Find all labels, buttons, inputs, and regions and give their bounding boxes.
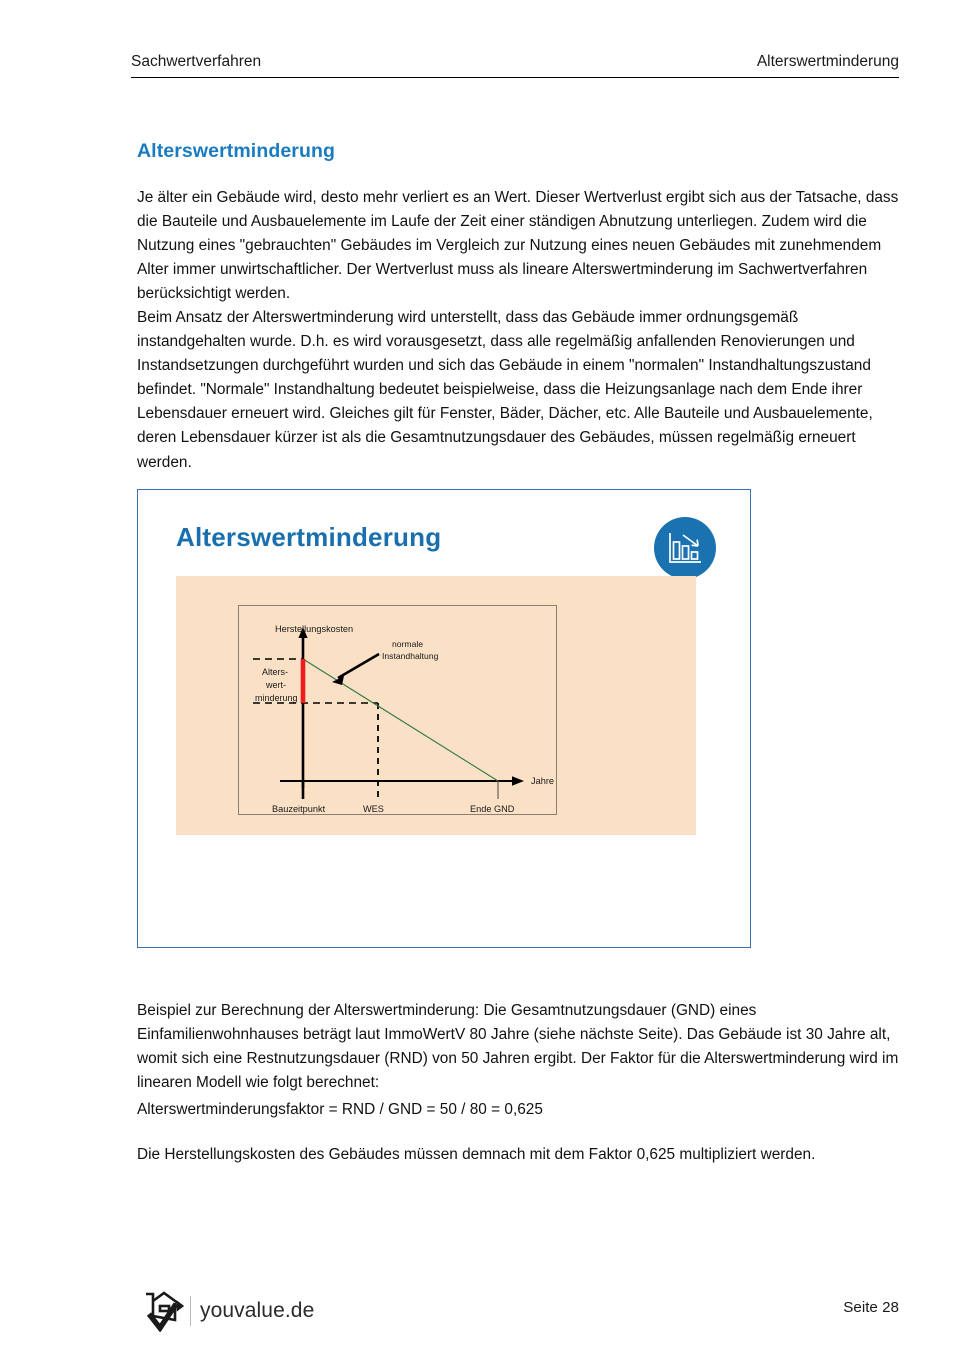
paragraph-intro: Je älter ein Gebäude wird, desto mehr verliert es an Wert. Dieser Wertverlust ergibt sich aus der Tatsache, dass die Bauteile und Ausbauelemente im Laufe der Zeit einer ständigen Abnutzung unterliegen. Zudem wird die Nutzung eines "gebrauchten" Gebäudes im Vergleich zur Nutzung eines neuen Gebäudes mit zunehmendem Alter immer unwirtschaftlicher. Der Wertverlust muss als lineare Alterswertminderung im Sachwertverfahren berücksichtigt werden. (137, 189, 899, 303)
declining-bar-chart-icon (654, 517, 716, 579)
chart-xtick-bauzeitpunkt: Bauzeitpunkt (272, 804, 326, 814)
youvalue-house-check-logo-icon (142, 1290, 186, 1332)
paragraph-maintenance: Beim Ansatz der Alterswertminderung wird unterstellt, dass das Gebäude immer ordnungsgemäß instandgehalten wurde. D.h. es wird vorausgesetzt, dass alle regelmäßig anfallenden Renovierungen und Instandsetzungen durchgeführt wurden und sich das Gebäude in einem "normalen" Instandhaltungszustand befindet. "Normale" Instandhaltung bedeutet beispielweise, dass die Heizungsanlage nach dem Ende ihrer Lebensdauer erneuert wird. Gleiches gilt für Fenster, Bäder, Dächer, etc. Alle Bauteile und Ausbauelemente, deren Lebensdauer kürzer ist als die Gesamtnutzungsdauer des Gebäudes, müssen regelmäßig erneuert werden. (137, 309, 873, 471)
running-header (131, 52, 899, 78)
chart-xtick-wes: WES (363, 804, 384, 814)
page-title: Alterswertminderung (137, 140, 336, 162)
annotation-alterswertminderung-line3: minderung (255, 693, 298, 703)
figure-title: Alterswertminderung (176, 522, 442, 552)
paragraph-conclusion: Die Herstellungskosten des Gebäudes müssen demnach mit dem Faktor 0,625 multipliziert werden. (137, 1146, 816, 1163)
chart-frame (238, 605, 557, 815)
paragraph-example: Beispiel zur Berechnung der Alterswertminderung: Die Gesamtnutzungsdauer (GND) eines Einfamilienwohnhauses beträgt laut ImmoWertV 80 Jahre (siehe nächste Seite). Das Gebäude ist 30 Jahre alt, womit sich eine Restnutzungsdauer (RND) von 50 Jahren ergibt. Der Faktor für die Alterswertminderung wird im linearen Modell wie folgt berechnet: (137, 1002, 899, 1092)
brand-logo (142, 1288, 314, 1334)
header-right-title: Alterswertminderung (756, 53, 899, 70)
brand-name: youvalue.de (200, 1299, 315, 1322)
chart-xlabel: Jahre (531, 776, 554, 786)
logo-divider (190, 1296, 191, 1326)
page-footer (142, 1288, 899, 1334)
alterswertminderung-chart (239, 606, 558, 816)
annotation-alterswertminderung-line1: Alters- (262, 667, 289, 677)
annotation-normale-instandhaltung-line1: normale (392, 639, 424, 649)
annotation-alterswertminderung-line2: wert- (266, 680, 286, 690)
formula-line: Alterswertminderungsfaktor = RND / GND = 50 / 80 = 0,625 (137, 1101, 543, 1118)
figure-panel (137, 489, 751, 948)
chart-ylabel: Herstellungskosten (275, 624, 354, 634)
header-left-title: Sachwertverfahren (131, 53, 262, 70)
annotation-normale-instandhaltung-line2: Instandhaltung (382, 651, 439, 661)
page-number: Seite 28 (843, 1299, 899, 1316)
chart-xtick-ende-gnd: Ende GND (470, 804, 515, 814)
